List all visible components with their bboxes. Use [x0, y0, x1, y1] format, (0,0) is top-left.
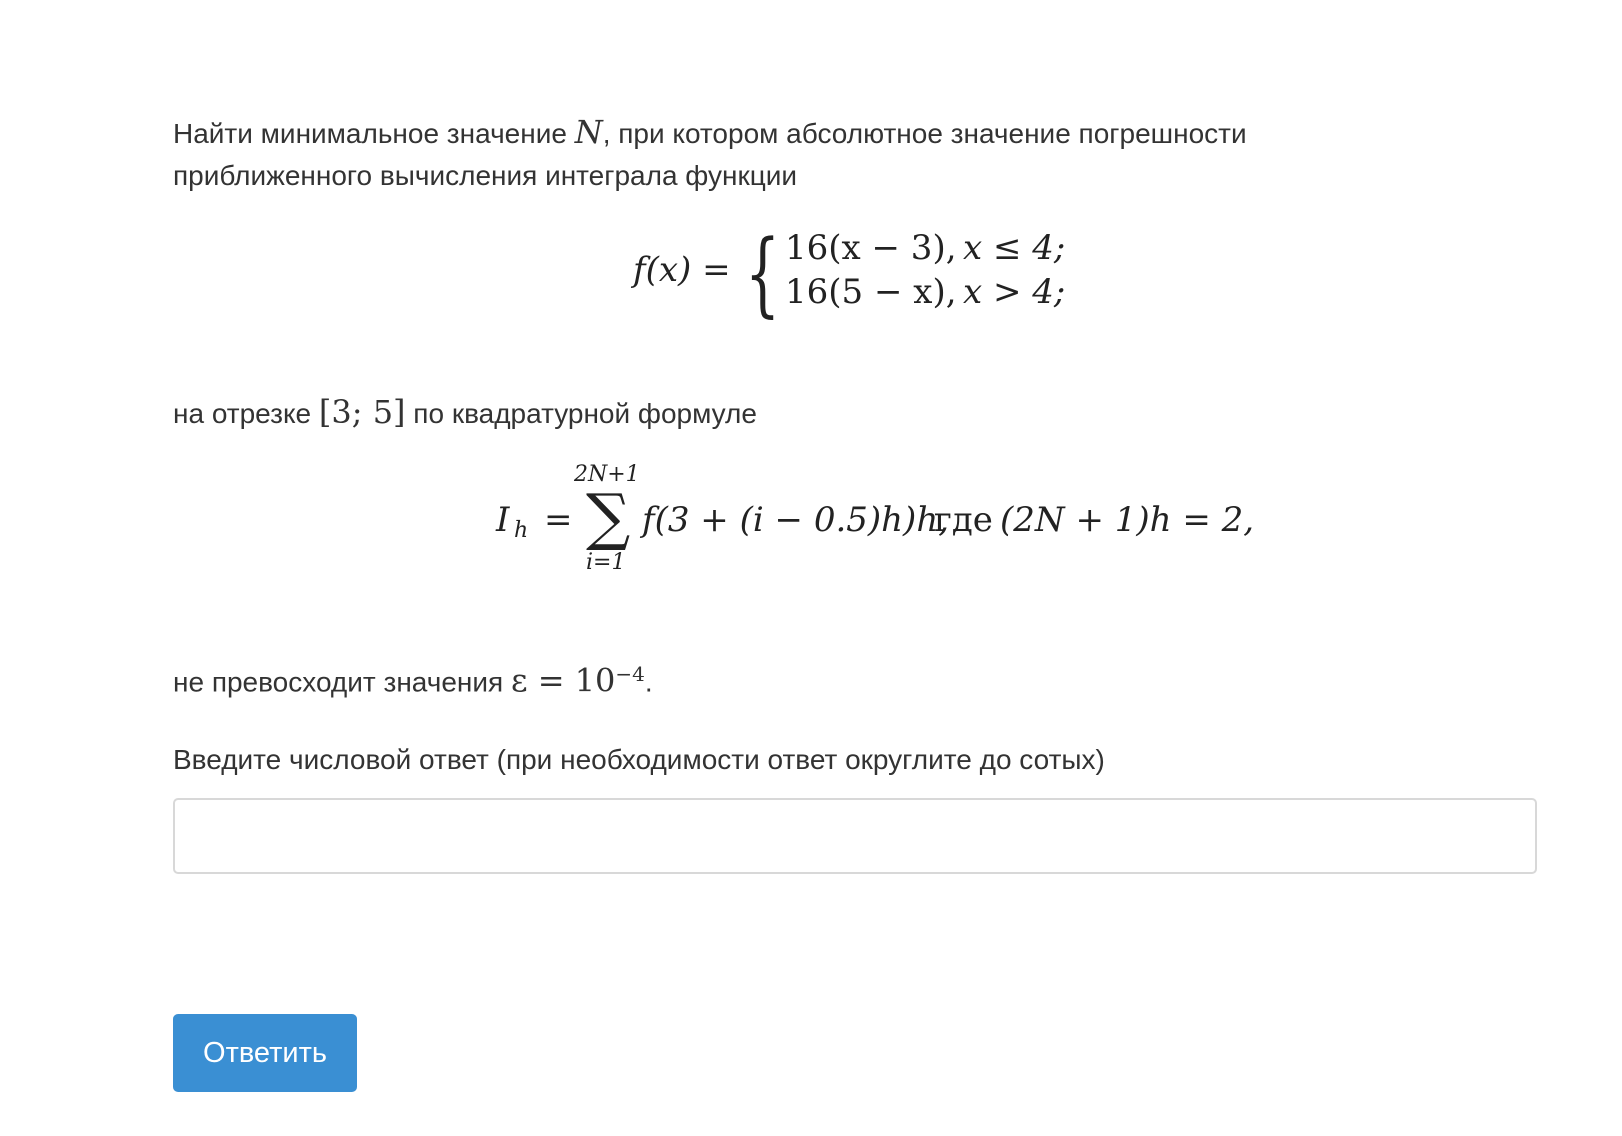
answer-prompt: Введите числовой ответ (при необходимости ответ округлите до сотых) — [173, 744, 1105, 775]
quadrature-formula — [496, 462, 1255, 578]
case1-expression: 16(x − 3), — [785, 228, 957, 268]
segment-interval: [3; 5] — [318, 393, 406, 431]
left-brace: { — [745, 220, 781, 327]
case2-expression: 16(5 − x), — [785, 272, 957, 312]
sum-lower-limit: i=1 — [586, 550, 626, 575]
quadrature-lhs-sub: h — [514, 518, 529, 543]
epsilon-prefix: не превосходит значения — [173, 666, 511, 698]
epsilon-value: ε = 10 — [510, 661, 616, 700]
intro-variable: N — [574, 113, 603, 151]
function-lhs: f(x) = — [633, 250, 731, 290]
segment-prefix: на отрезке — [173, 398, 319, 429]
case2-condition: x > 4; — [963, 272, 1066, 312]
epsilon-exponent: −4 — [615, 662, 645, 686]
sum-upper-limit: 2N+1 — [574, 462, 640, 487]
segment-suffix: по квадратурной формуле — [405, 398, 757, 429]
intro-text-1: Найти минимальное значение — [173, 118, 575, 149]
case1-condition: x ≤ 4; — [963, 228, 1066, 268]
quadrature-summand: f(3 + (i − 0.5)h)h, — [642, 500, 950, 540]
step-condition: (2N + 1)h = 2, — [1000, 500, 1255, 540]
quadrature-equals: = — [544, 500, 573, 540]
question-intro-line1 — [173, 110, 1247, 156]
submit-button[interactable]: Ответить — [173, 1014, 357, 1092]
sum-sign: ∑ — [586, 480, 631, 553]
intro-text-2: , при котором абсолютное значение погрешности — [602, 118, 1247, 149]
answer-input[interactable] — [173, 798, 1537, 874]
segment-line — [173, 390, 757, 436]
quadrature-lhs-I: I — [496, 500, 510, 540]
where-word: где — [934, 500, 993, 540]
epsilon-line — [173, 652, 653, 704]
epsilon-suffix: . — [644, 666, 653, 698]
piecewise-function — [633, 220, 1113, 327]
question-intro-line2: приближенного вычисления интеграла функции — [173, 160, 798, 191]
